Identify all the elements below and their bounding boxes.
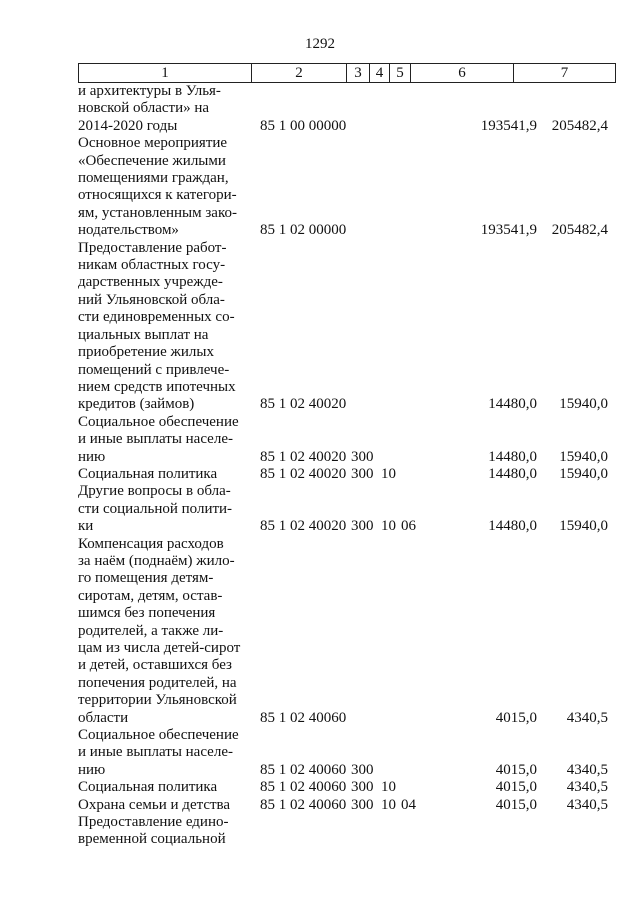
row-expense-type: 300 (351, 518, 374, 535)
row-amount-col-6: 4015,0 (495, 709, 537, 726)
row-amount-col-6: 193541,9 (480, 117, 537, 134)
row-amount-col-6: 193541,9 (480, 222, 537, 239)
table-row (78, 797, 616, 814)
row-target-code: 85 1 02 40060 (260, 709, 347, 726)
header-col-5: 5 (390, 64, 411, 82)
row-target-code: 85 1 00 00000 (260, 117, 347, 134)
header-col-6: 6 (411, 64, 514, 82)
row-target-code: 85 1 02 40060 (260, 796, 347, 813)
row-name: Социальная политика (78, 779, 218, 796)
header-col-1: 1 (79, 64, 252, 82)
row-amount-col-7: 15940,0 (559, 518, 608, 535)
table-row (78, 135, 616, 239)
row-amount-col-7: 205482,4 (551, 117, 608, 134)
table-row (78, 83, 616, 135)
row-expense-type: 300 (351, 448, 374, 465)
row-name: Охрана семьи и детства (78, 796, 231, 813)
row-expense-type: 300 (351, 465, 374, 482)
row-target-code: 85 1 02 40060 (260, 779, 347, 796)
row-section: 10 (381, 779, 396, 796)
row-amount-col-6: 4015,0 (495, 779, 537, 796)
row-amount-col-7: 4340,5 (566, 779, 608, 796)
row-section: 10 (381, 796, 396, 813)
row-name: Социальное обеспечение и иные выплаты населе- нию (78, 413, 239, 465)
table-row (78, 240, 616, 414)
row-target-code: 85 1 02 40020 (260, 465, 347, 482)
row-target-code: 85 1 02 40020 (260, 448, 347, 465)
row-amount-col-7: 205482,4 (551, 222, 608, 239)
row-amount-col-7: 4340,5 (566, 796, 608, 813)
table-row (78, 536, 616, 727)
row-amount-col-6: 14480,0 (488, 518, 537, 535)
table-header (78, 63, 616, 83)
row-name: Социальная политика (78, 465, 218, 482)
row-amount-col-6: 14480,0 (488, 465, 537, 482)
row-target-code: 85 1 02 40020 (260, 396, 347, 413)
header-col-2: 2 (252, 64, 347, 82)
header-col-3: 3 (347, 64, 370, 82)
budget-table-body (78, 83, 616, 849)
table-row (78, 779, 616, 796)
header-col-7: 7 (560, 64, 569, 81)
row-amount-col-7: 15940,0 (559, 465, 608, 482)
row-amount-col-7: 15940,0 (559, 448, 608, 465)
table-row (78, 414, 616, 466)
row-name: Социальное обеспечение и иные выплаты населе- нию (78, 727, 239, 778)
row-target-code: 85 1 02 00000 (260, 222, 347, 239)
row-expense-type: 300 (351, 779, 374, 796)
row-expense-type: 300 (351, 761, 374, 778)
page-number: 1292 (305, 36, 335, 52)
row-name: Предоставление работ- никам областных госу- дарственных учрежде- ний Ульяновской обла- сти единовременных со- циальных выплат на приобретение жилых помещений с привлече- нием средств ипотечных кредитов (займов) (78, 239, 236, 413)
row-subsection: 06 (401, 518, 416, 535)
table-row (78, 814, 616, 849)
table-row (78, 483, 616, 535)
row-subsection: 04 (401, 796, 416, 813)
row-name: и архитектуры в Улья- новской области» на 2014-2020 годы (78, 83, 221, 134)
row-name: Другие вопросы в обла- сти социальной полити- ки (78, 483, 233, 535)
row-amount-col-7: 15940,0 (559, 396, 608, 413)
row-section: 10 (381, 465, 396, 482)
row-name: Предоставление едино- временной социальной (78, 814, 229, 848)
row-name: Компенсация расходов за наём (поднаём) жило- го помещения детям- сиротам, детям, остав- шимся без попечения родителей, а также ли- цам из числа детей-сирот и детей, оставшихся без попечения родителей, на территории Ульяновской области (78, 535, 241, 726)
table-row (78, 466, 616, 483)
row-amount-col-7: 4340,5 (566, 761, 608, 778)
row-target-code: 85 1 02 40020 (260, 518, 347, 535)
row-amount-col-6: 4015,0 (495, 796, 537, 813)
row-target-code: 85 1 02 40060 (260, 761, 347, 778)
row-name: Основное мероприятие «Обеспечение жилыми помещениями граждан, относящихся к категори- ям, установленным зако- нодательством» (78, 135, 237, 239)
row-amount-col-6: 4015,0 (495, 761, 537, 778)
row-amount-col-7: 4340,5 (566, 709, 608, 726)
row-section: 10 (381, 518, 396, 535)
header-col-4: 4 (370, 64, 390, 82)
table-row (78, 727, 616, 779)
row-amount-col-6: 14480,0 (488, 396, 537, 413)
row-amount-col-6: 14480,0 (488, 448, 537, 465)
row-expense-type: 300 (351, 796, 374, 813)
